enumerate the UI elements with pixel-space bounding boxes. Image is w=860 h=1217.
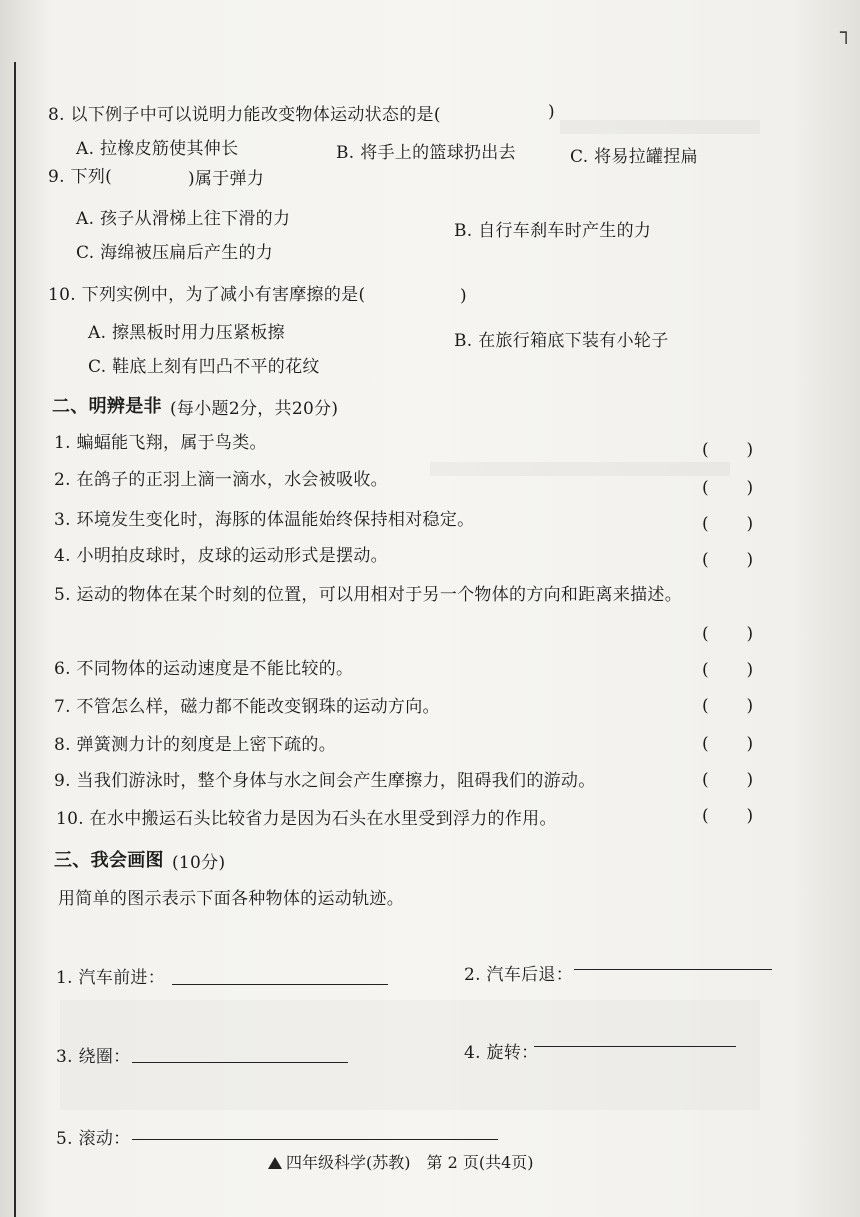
question-8-close: ): [548, 102, 555, 122]
question-8-option-a: A. 拉橡皮筋使其伸长: [76, 139, 239, 159]
answer-paren[interactable]: ( ): [702, 440, 754, 460]
judge-item: 2. 在鸽子的正羽上滴一滴水，水会被吸收。: [54, 470, 388, 490]
answer-line[interactable]: [574, 969, 772, 970]
judge-item: 8. 弹簧测力计的刻度是上密下疏的。: [54, 735, 337, 755]
footer-text: 四年级科学(苏教) 第 2 页(共4页): [286, 1153, 534, 1172]
judge-item: 10. 在水中搬运石头比较省力是因为石头在水里受到浮力的作用。: [56, 809, 557, 829]
corner-mark: ┐: [839, 20, 852, 44]
section-3-score: (10分): [172, 853, 226, 873]
question-10-option-b: B. 在旅行箱底下装有小轮子: [454, 331, 669, 351]
answer-paren[interactable]: ( ): [702, 770, 754, 790]
bleed-through: [560, 120, 760, 134]
question-8-option-b: B. 将手上的篮球扔出去: [336, 143, 516, 163]
answer-line[interactable]: [534, 1046, 736, 1047]
judge-item: 6. 不同物体的运动速度是不能比较的。: [54, 659, 354, 679]
question-9-stem: 9. 下列(: [48, 167, 113, 187]
section-3-instruction: 用简单的图示表示下面各种物体的运动轨迹。: [58, 889, 404, 909]
question-10-option-a: A. 擦黑板时用力压紧板擦: [88, 323, 285, 343]
draw-item-circle: 3. 绕圈：: [56, 1047, 131, 1067]
judge-item: 5. 运动的物体在某个时刻的位置，可以用相对于另一个物体的方向和距离来描述。: [54, 585, 683, 605]
answer-paren[interactable]: ( ): [702, 514, 754, 534]
question-8-option-c: C. 将易拉罐捏扁: [570, 147, 698, 167]
publisher-logo-icon: [268, 1157, 282, 1169]
judge-item: 9. 当我们游泳时，整个身体与水之间会产生摩擦力，阻碍我们的游动。: [54, 771, 596, 791]
bleed-through: [430, 462, 730, 476]
answer-paren[interactable]: ( ): [702, 478, 754, 498]
question-9-option-c: C. 海绵被压扁后产生的力: [76, 243, 274, 263]
draw-item-car-forward: 1. 汽车前进：: [56, 968, 166, 988]
answer-paren[interactable]: ( ): [702, 696, 754, 716]
bleed-through: [60, 1000, 760, 1110]
answer-paren[interactable]: ( ): [702, 734, 754, 754]
page-footer: [268, 1150, 534, 1173]
question-10-close: ): [460, 286, 467, 306]
judge-item: 7. 不管怎么样，磁力都不能改变钢珠的运动方向。: [54, 697, 440, 717]
draw-item-roll: 5. 滚动：: [56, 1129, 131, 1149]
draw-item-car-backward: 2. 汽车后退：: [464, 965, 574, 985]
section-2-title: 二、明辨是非: [52, 396, 162, 417]
answer-paren[interactable]: ( ): [702, 660, 754, 680]
section-3-title: 三、我会画图: [54, 850, 164, 871]
section-2-score: (每小题2分，共20分): [170, 399, 339, 419]
judge-item: 3. 环境发生变化时，海豚的体温能始终保持相对稳定。: [54, 510, 475, 530]
judge-item: 1. 蝙蝠能飞翔，属于鸟类。: [54, 433, 267, 453]
question-8-stem: 8. 以下例子中可以说明力能改变物体运动状态的是(: [48, 105, 441, 125]
draw-item-rotate: 4. 旋转：: [464, 1043, 539, 1063]
question-9-stem-end: )属于弹力: [188, 169, 265, 189]
question-10-stem: 10. 下列实例中，为了减小有害摩擦的是(: [48, 285, 366, 305]
question-9-option-a: A. 孩子从滑梯上往下滑的力: [76, 209, 291, 229]
answer-paren[interactable]: ( ): [702, 550, 754, 570]
judge-item: 4. 小明拍皮球时，皮球的运动形式是摆动。: [54, 546, 388, 566]
question-10-option-c: C. 鞋底上刻有凹凸不平的花纹: [88, 357, 320, 377]
answer-line[interactable]: [132, 1139, 498, 1140]
binding-line: [14, 62, 16, 1217]
answer-paren[interactable]: ( ): [702, 806, 754, 826]
answer-paren[interactable]: ( ): [702, 624, 754, 644]
question-9-option-b: B. 自行车刹车时产生的力: [454, 221, 652, 241]
answer-line[interactable]: [132, 1062, 348, 1063]
answer-line[interactable]: [172, 984, 388, 985]
